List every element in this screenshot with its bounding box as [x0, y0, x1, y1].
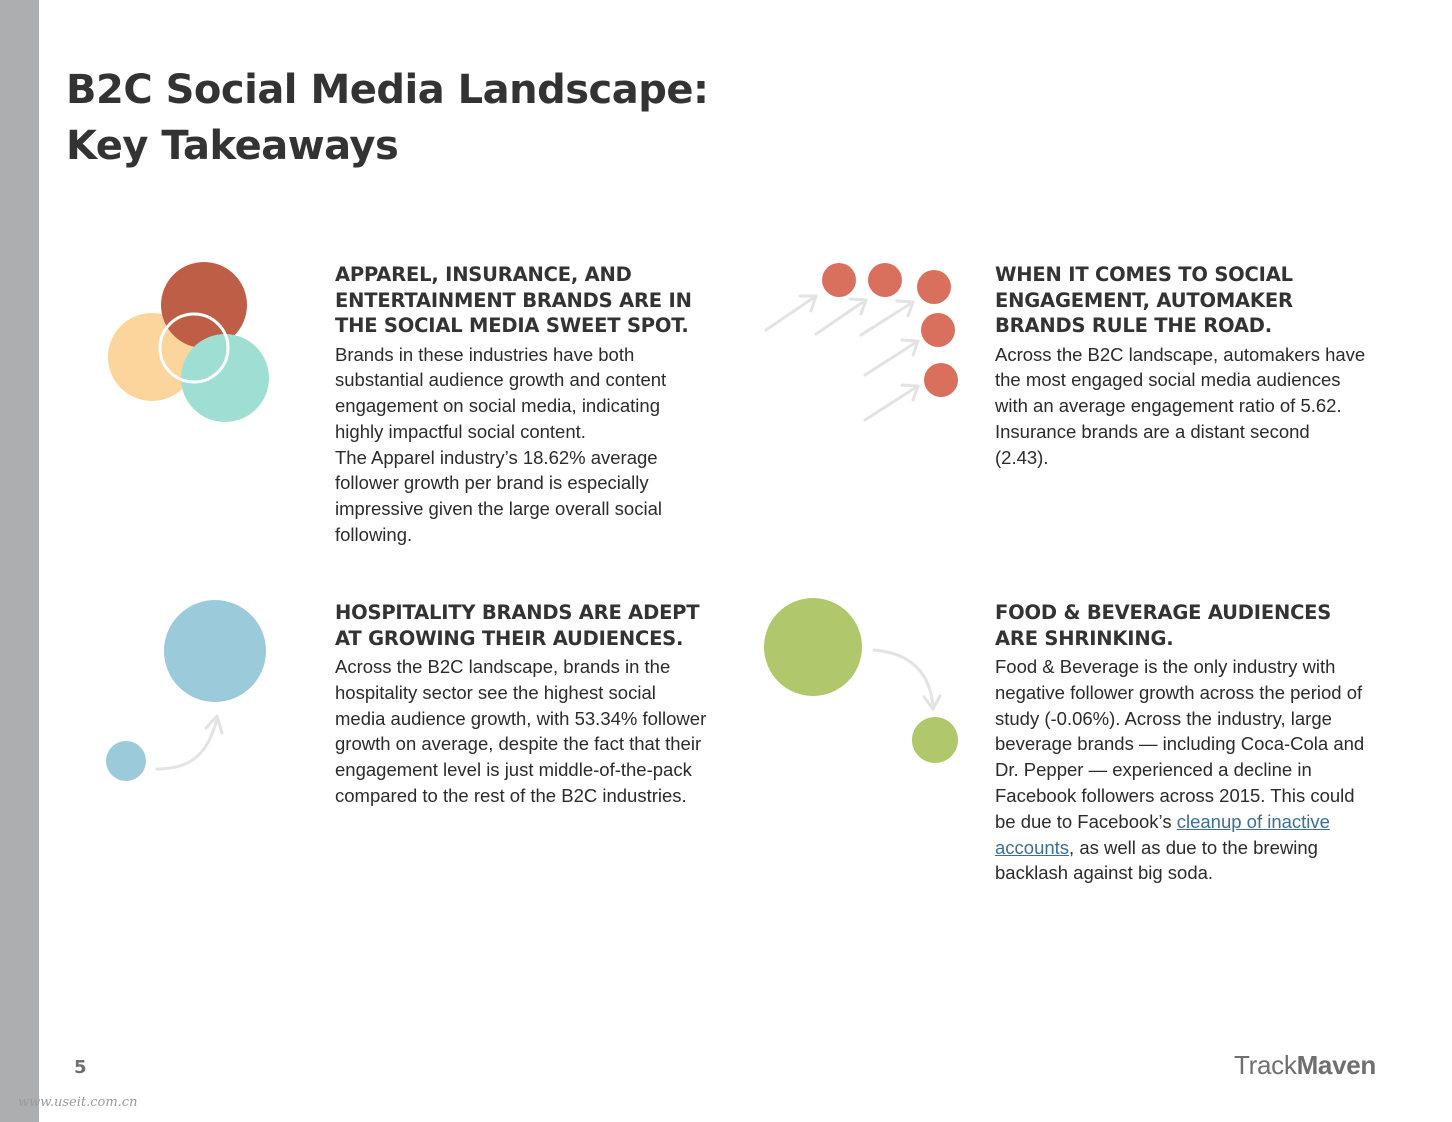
brand-logo-light: Track — [1234, 1050, 1297, 1080]
inactive-accounts-link[interactable]: cleanup of inactive accounts — [995, 810, 1330, 858]
page-title-line-2: Key Takeaways — [66, 123, 399, 169]
watermark: www.useit.com.cn — [18, 1095, 138, 1110]
takeaway-food-beverage — [995, 600, 1380, 886]
takeaway-food-text-start: Food & Beverage is the only industry with negative follower growth across the period of study (-0.06%). Across the industry, large beverage brands — including Coca-Cola and Dr. Pepper — experienced a decline in Facebook followers across 2015. This could be due to Facebook’s — [995, 656, 1365, 832]
takeaway-automaker — [995, 262, 1367, 470]
takeaway-apparel-text: Brands in these industries have both substantial audience growth and content engagement on social media, indicating highly impactful social content. — [335, 343, 667, 442]
takeaway-apparel-heading: APPAREL, INSURANCE, AND ENTERTAINMENT BRANDS ARE IN THE SOCIAL MEDIA SWEET SPOT. — [335, 263, 692, 337]
brand-logo-bold: Maven — [1296, 1050, 1376, 1080]
takeaway-food-text — [995, 654, 1380, 886]
page-title — [66, 62, 709, 174]
takeaway-apparel — [335, 262, 707, 548]
takeaway-food-text-end: , as well as due to the brewing backlash against big soda. — [995, 836, 1318, 884]
takeaway-food-heading: FOOD & BEVERAGE AUDIENCES ARE SHRINKING. — [995, 601, 1332, 650]
shrinking-circle-icon — [758, 595, 968, 770]
page-title-line-1: B2C Social Media Landscape: — [66, 67, 709, 113]
takeaway-hospitality-text: Across the B2C landscape, brands in the hospitality sector see the highest social media audience growth, with 53.34% follower growth on average, despite the fact that their engagement level is just middle-of-the-pack compared to the rest of the B2C industries. — [335, 656, 707, 806]
takeaway-automaker-heading: WHEN IT COMES TO SOCIAL ENGAGEMENT, AUTOMAKER BRANDS RULE THE ROAD. — [995, 263, 1293, 337]
dots-with-arrows-icon — [758, 258, 968, 433]
takeaway-apparel-text-2: The Apparel industry’s 18.62% average follower growth per brand is especially impressive given the large overall social following. — [335, 446, 662, 546]
page-number: 5 — [74, 1057, 87, 1078]
takeaway-hospitality-heading: HOSPITALITY BRANDS ARE ADEPT AT GROWING THEIR AUDIENCES. — [335, 601, 700, 650]
brand-logo — [1234, 1050, 1376, 1081]
takeaway-hospitality — [335, 600, 707, 809]
overlapping-circles-icon — [100, 255, 280, 430]
growing-circle-icon — [100, 595, 275, 785]
side-bar — [0, 0, 39, 1122]
takeaway-automaker-text: Across the B2C landscape, automakers have the most engaged social media audiences with an average engagement ratio of 5.62. Insurance brands are a distant second (2.43). — [995, 343, 1366, 468]
